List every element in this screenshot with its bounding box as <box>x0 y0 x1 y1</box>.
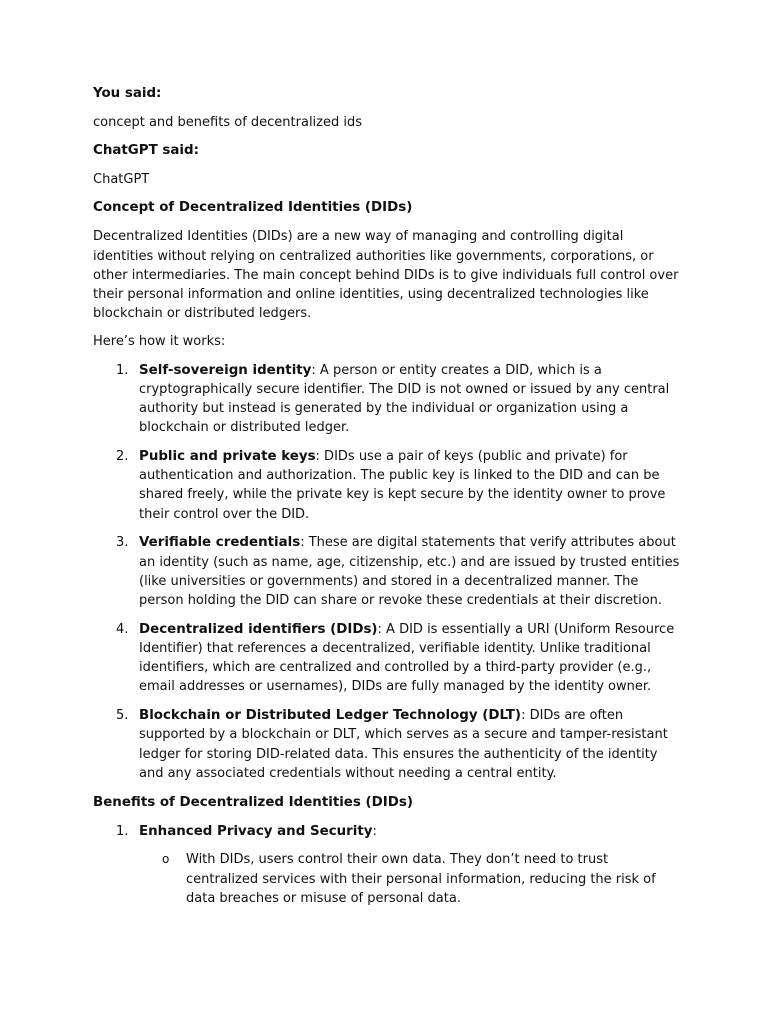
benefits-sub-list <box>93 850 683 908</box>
assistant-speaker-label: ChatGPT said: <box>93 143 199 159</box>
list-number: 1. <box>116 362 129 378</box>
user-message: concept and benefits of decentralized ids <box>93 115 363 130</box>
concept-list-item <box>93 706 683 783</box>
concept-list-item <box>93 361 683 438</box>
assistant-name: ChatGPT <box>93 172 150 188</box>
list-number: 4. <box>116 621 129 637</box>
user-speaker-label: You said: <box>93 86 162 101</box>
circle-bullet-icon: o <box>162 852 170 867</box>
sub-list-item-text: With DIDs, users control their own data. They don’t need to trust centralized services with their personal information, reducing the risk of data breaches or misuse of personal data. <box>186 852 656 906</box>
list-item-term: Self-sovereign identity <box>139 362 312 378</box>
list-number: 2. <box>116 449 129 465</box>
list-item-text: : DIDs are often supported by a blockchain or DLT, which serves as a secure and tamper-resistant ledger for storing DID-related data. This ensures the authenticity of the identity and any associated credentials without needing a central entity. <box>139 708 668 781</box>
list-item-text: : A person or entity creates a DID, which is a cryptographically secure identifier. The DID is not owned or issued by any central authority but instead is generated by the individual or organization using a blockchain or distributed ledger. <box>139 362 670 436</box>
list-number: 1. <box>116 823 129 839</box>
concept-list-item <box>93 533 683 610</box>
benefits-heading: Benefits of Decentralized Identities (DIDs) <box>93 794 413 810</box>
concept-list-item <box>93 447 683 524</box>
sub-list-item <box>93 850 683 908</box>
document-content <box>93 84 683 917</box>
list-item-term: Blockchain or Distributed Ledger Technology (DLT) <box>139 708 522 724</box>
list-item-text: : A DID is essentially a URI (Uniform Resource Identifier) that references a decentralized, verifiable identity. Unlike traditional identifiers, which are centralized and controlled by a third-party provider (e.g., email addresses or usernames), DIDs are fully managed by the identity owner. <box>139 621 675 695</box>
list-item-text: : DIDs use a pair of keys (public and private) for authentication and authorization. The public key is linked to the DID and can be shared freely, while the private key is kept secure by the identity owner to prove their control over the DID. <box>139 449 666 522</box>
concept-list <box>93 361 683 783</box>
list-item-text: : <box>372 823 377 839</box>
list-item-term: Decentralized identifiers (DIDs) <box>139 621 378 637</box>
list-item-term: Public and private keys <box>139 449 316 465</box>
concept-list-item <box>93 620 683 697</box>
list-item-text: : These are digital statements that verify attributes about an identity (such as name, age, citizenship, etc.) and are issued by trusted entities (like universities or governments) and stored in a decentralized manner. The person holding the DID can share or revoke these credentials at their discretion. <box>139 535 680 609</box>
list-item-term: Enhanced Privacy and Security <box>139 823 373 839</box>
benefits-list <box>93 822 683 841</box>
concept-heading: Concept of Decentralized Identities (DIDs) <box>93 200 413 216</box>
list-number: 3. <box>116 535 129 551</box>
list-number: 5. <box>116 708 129 724</box>
list-item-term: Verifiable credentials <box>139 535 301 551</box>
benefits-list-item <box>93 822 683 841</box>
how-it-works-line: Here’s how it works: <box>93 334 226 350</box>
concept-intro-paragraph: Decentralized Identities (DIDs) are a new way of managing and controlling digital identities without relying on centralized authorities like governments, corporations, or other intermediaries. The main concept behind DIDs is to give individuals full control over their personal information and online identities, using decentralized technologies like blockchain or distributed ledgers. <box>93 229 679 322</box>
